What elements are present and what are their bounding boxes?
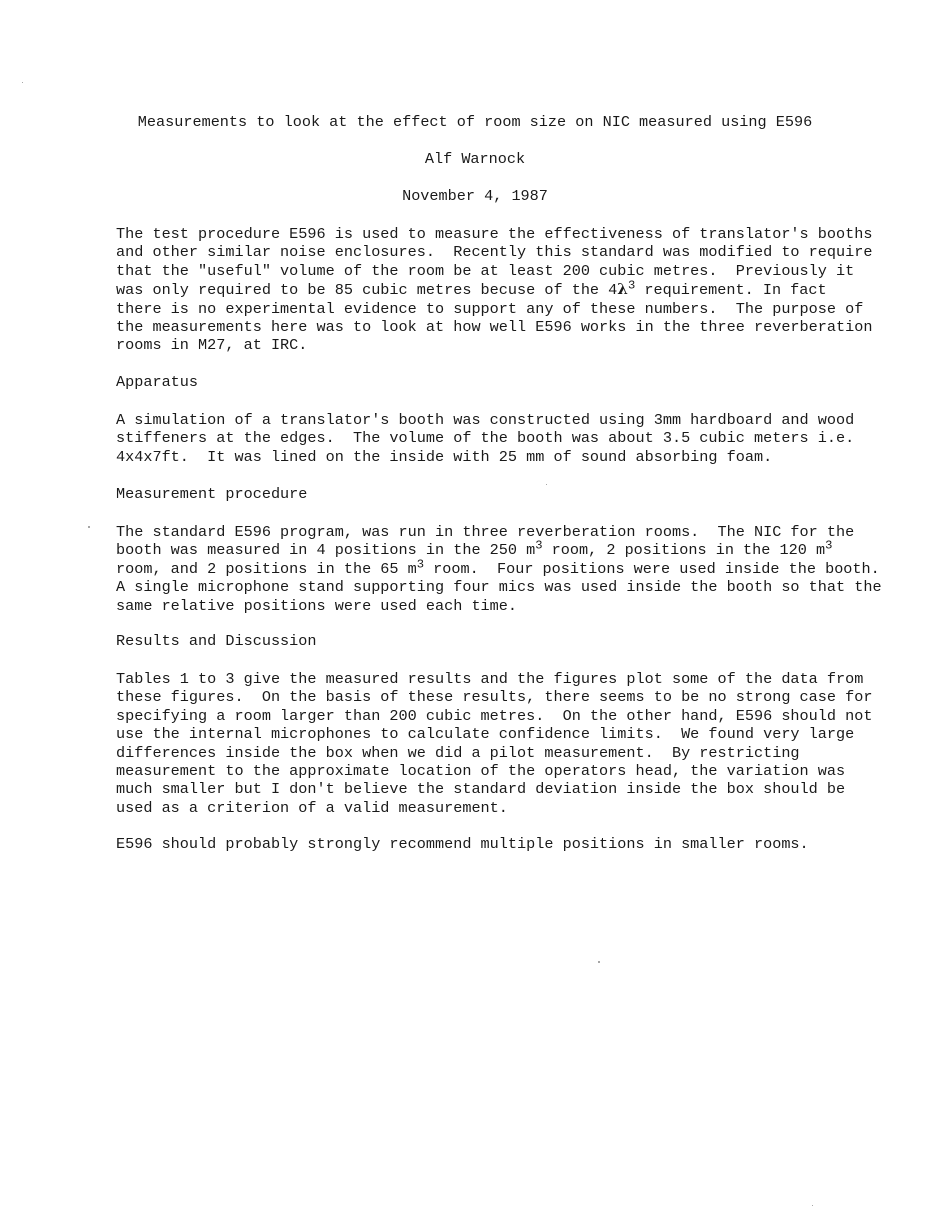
text-line: 4x4x7ft. It was lined on the inside with 25 mm of sound absorbing foam.: [116, 447, 773, 466]
text-run: room. Four positions were used inside the booth.: [424, 559, 880, 578]
closing-sentence: E596 should probably strongly recommend multiple positions in smaller rooms.: [116, 835, 809, 853]
scan-speck: [88, 526, 90, 528]
intro-paragraph: [116, 225, 916, 355]
text-run: booth was measured in 4 positions in the 250 m: [116, 541, 536, 560]
author: Alf Warnock: [424, 150, 526, 168]
text-line: rooms in M27, at IRC.: [116, 336, 308, 355]
scan-speck: [22, 82, 23, 83]
superscript: 3: [416, 557, 425, 572]
text-line: The test procedure E596 is used to measure the effectiveness of translator's booths: [116, 225, 873, 243]
text-line: [116, 538, 916, 560]
text-line: stiffeners at the edges. The volume of the booth was about 3.5 cubic meters i.e.: [116, 429, 855, 448]
text-line: same relative positions were used each time.: [116, 596, 518, 615]
text-line: use the internal microphones to calculate confidence limits. We found very large: [116, 725, 855, 744]
scan-speck: [812, 1205, 813, 1206]
text-line: specifying a room larger than 200 cubic metres. On the other hand, E596 should not: [116, 706, 873, 725]
scan-speck: [546, 484, 547, 485]
lambda-symbol: λ: [617, 280, 628, 299]
text-run: requirement. In fact: [635, 281, 827, 300]
text-line: differences inside the box when we did a pilot measurement. By restricting: [116, 743, 800, 762]
section-heading-apparatus: Apparatus: [116, 373, 199, 391]
text-line: and other similar noise enclosures. Recently this standard was modified to require: [116, 243, 873, 262]
text-line: that the "useful" volume of the room be at least 200 cubic metres. Previously it: [116, 261, 855, 280]
apparatus-paragraph: [116, 411, 916, 466]
text-line: these figures. On the basis of these results, there seems to be no strong case for: [116, 688, 873, 707]
superscript: 3: [627, 278, 636, 293]
text-line: Tables 1 to 3 give the measured results and the figures plot some of the data from: [116, 670, 864, 688]
text-run: room, and 2 positions in the 65 m: [116, 559, 417, 578]
text-line: [116, 280, 916, 299]
formula-coefficient: 4: [608, 281, 618, 300]
text-run: room, 2 positions in the 120 m: [542, 541, 826, 560]
text-line: [116, 557, 916, 578]
page-title: Measurements to look at the effect of room size on NIC measured using E596: [137, 113, 813, 131]
section-heading-results: Results and Discussion: [116, 632, 317, 650]
text-line: there is no experimental evidence to support any of these numbers. The purpose of: [116, 299, 864, 318]
text-line: A simulation of a translator's booth was constructed using 3mm hardboard and wood: [116, 411, 855, 429]
scan-speck: [598, 961, 600, 963]
procedure-paragraph: [116, 523, 916, 615]
text-line: The standard E596 program, was run in three reverberation rooms. The NIC for the: [116, 523, 855, 541]
text-line: used as a criterion of a valid measurement.: [116, 798, 508, 817]
results-paragraph: [116, 670, 916, 817]
section-heading-procedure: Measurement procedure: [116, 485, 308, 503]
text-run: was only required to be 85 cubic metres becuse of the: [116, 281, 609, 300]
text-line: much smaller but I don't believe the standard deviation inside the box should be: [116, 780, 846, 799]
superscript: 3: [535, 538, 543, 553]
text-line: measurement to the approximate location of the operators head, the variation was: [116, 762, 846, 781]
superscript: 3: [825, 538, 833, 553]
text-line: the measurements here was to look at how well E596 works in the three reverberation: [116, 318, 873, 337]
date: November 4, 1987: [402, 187, 548, 205]
text-line: A single microphone stand supporting four mics was used inside the booth so that the: [116, 578, 882, 597]
